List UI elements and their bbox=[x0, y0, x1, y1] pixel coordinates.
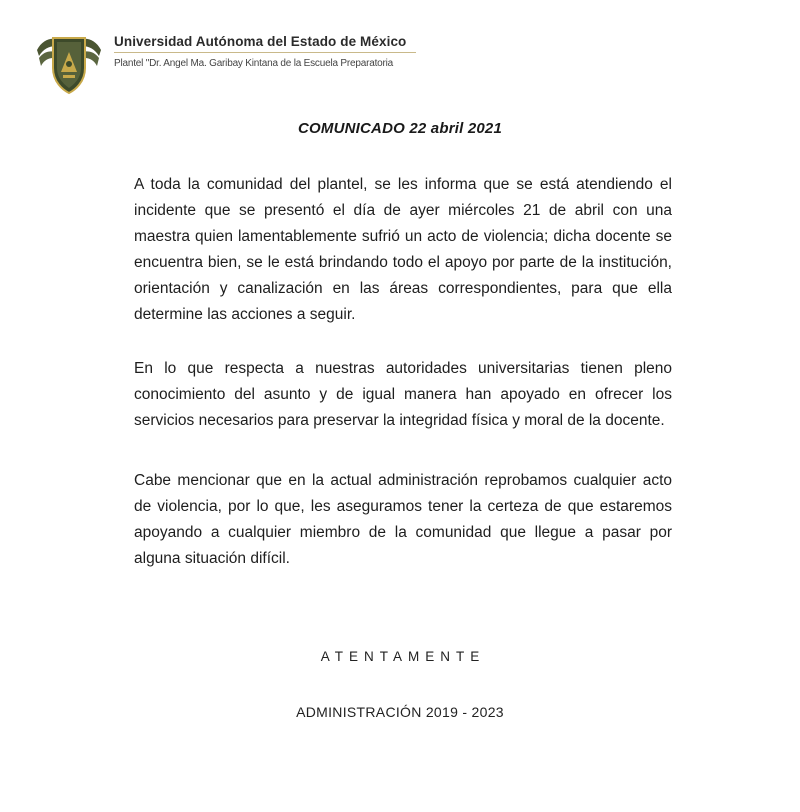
paragraph-1: A toda la comunidad del plantel, se les informa que se está atendiendo el incidente que se presentó el día de ayer miércoles 21 de abril con una maestra quien lamentablemente sufrió un acto de violencia; dicha docente se encuentra bien, se le está brindando todo el apoyo por parte de la institución, orientación y canalización en las áreas correspondientes, para que ella determine las acciones a seguir. bbox=[134, 176, 672, 323]
signature-administration: ADMINISTRACIÓN 2019 - 2023 bbox=[296, 704, 504, 720]
communique-body bbox=[134, 172, 672, 572]
plantel-name: Plantel "Dr. Angel Ma. Garibay Kintana de la Escuela Preparatoria bbox=[114, 58, 394, 69]
communique-title: COMUNICADO 22 abril 2021 bbox=[297, 120, 503, 137]
institution-header bbox=[114, 34, 434, 70]
closing-salutation: ATENTAMENTE bbox=[320, 649, 486, 664]
university-name: Universidad Autónoma del Estado de México bbox=[114, 34, 407, 49]
university-shield-logo bbox=[33, 28, 105, 96]
header-divider bbox=[114, 52, 416, 53]
paragraph-3: Cabe mencionar que en la actual administración reprobamos cualquier acto de violencia, por lo que, les aseguramos tener la certeza de que estaremos apoyando a cualquier miembro de la comunidad que llegue a pasar por alguna situación difícil. bbox=[134, 472, 672, 567]
paragraph-2: En lo que respecta a nuestras autoridades universitarias tienen pleno conocimiento del asunto y de igual manera han apoyado en ofrecer los servicios necesarios para preservar la integridad física y moral de la docente. bbox=[134, 360, 672, 429]
